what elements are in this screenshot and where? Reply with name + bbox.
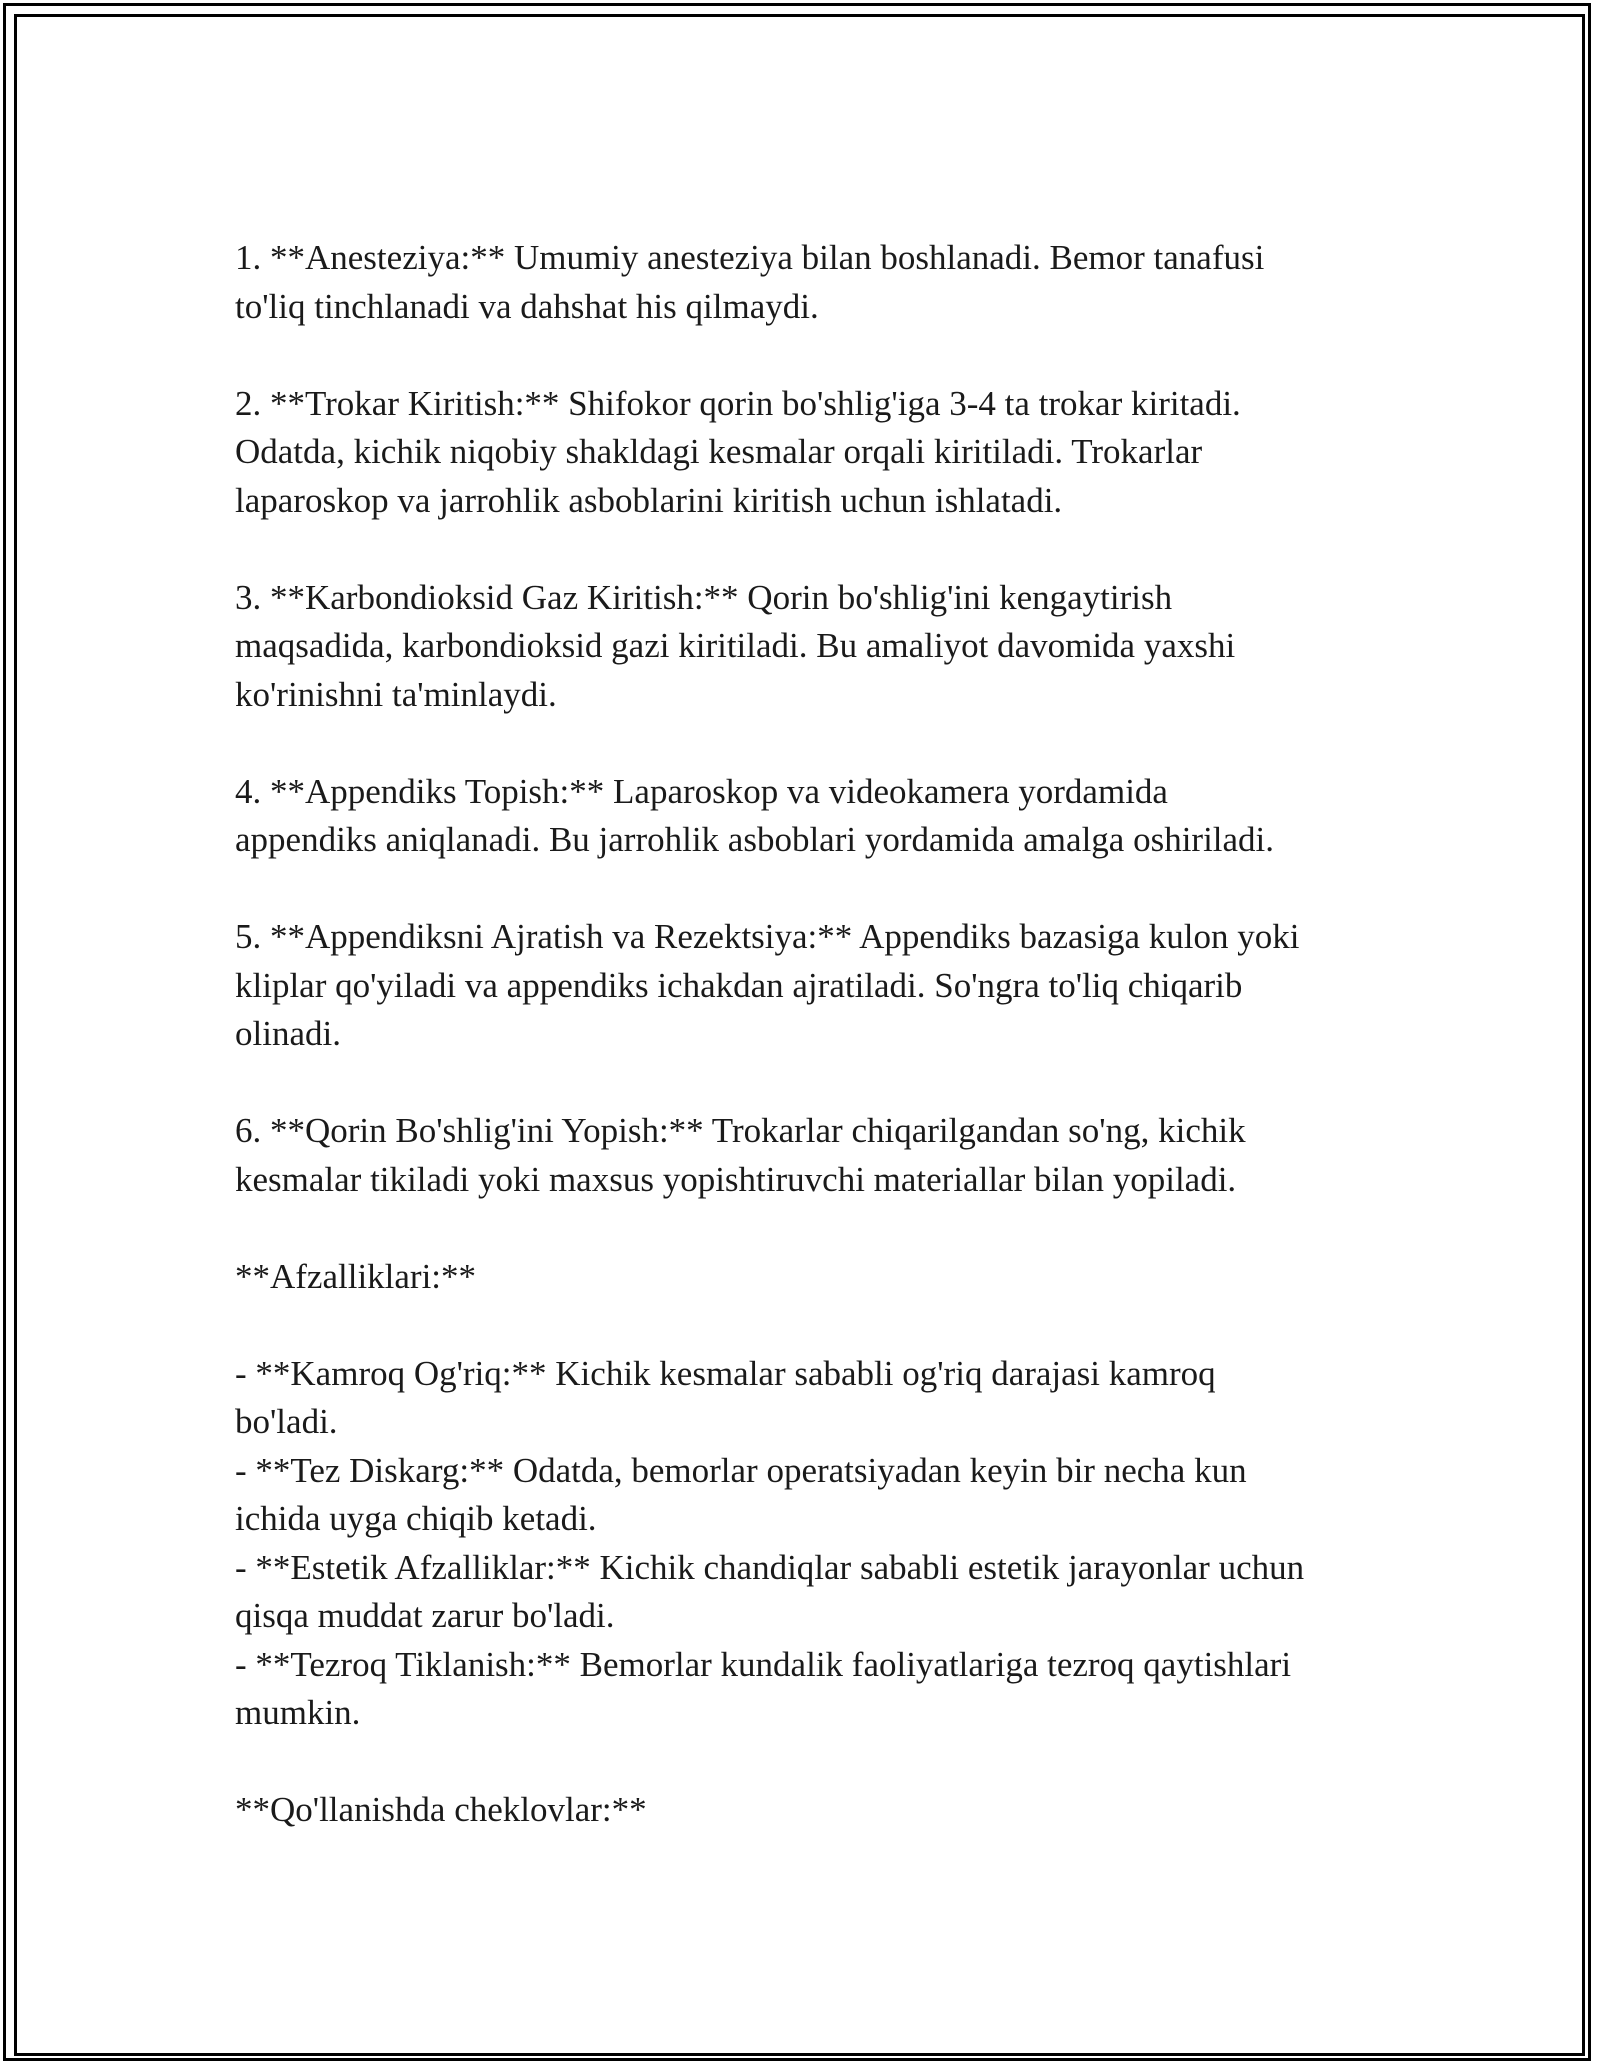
step-line: 5. **Appendiksni Ajratish va Rezektsiya:** Appendiks bazasiga kulon yoki: [235, 917, 1300, 956]
step-line: olinadi.: [235, 1014, 341, 1053]
advantage-line: - **Kamroq Og'riq:** Kichik kesmalar sababli og'riq darajasi kamroq: [235, 1353, 1216, 1393]
advantage-line: - **Estetik Afzalliklar:** Kichik chandiqlar sababli estetik jarayonlar uchun: [235, 1547, 1305, 1587]
step-line: appendiks aniqlanadi. Bu jarrohlik asboblari yordamida amalga oshiriladi.: [235, 820, 1275, 859]
advantage-line: - **Tez Diskarg:** Odatda, bemorlar operatsiyadan keyin bir necha kun: [235, 1450, 1247, 1490]
step-line: laparoskop va jarrohlik asboblarini kiritish uchun ishlatadi.: [235, 480, 1063, 520]
advantage-line: - **Tezroq Tiklanish:** Bemorlar kundalik faoliyatlariga tezroq qaytishlari: [235, 1644, 1292, 1684]
limitations-heading-block: [235, 1786, 1370, 1835]
advantages-heading-block: [235, 1253, 1370, 1302]
limitations-heading: **Qo'llanishda cheklovlar:**: [235, 1790, 647, 1829]
document-body: [235, 234, 1370, 1883]
step-line: 1. **Anesteziya:** Umumiy anesteziya bilan boshlanadi. Bemor tanafusi: [235, 238, 1265, 277]
step-line: Odatda, kichik niqobiy shakldagi kesmalar orqali kiritiladi. Trokarlar: [235, 432, 1203, 471]
advantage-line: bo'ladi.: [235, 1402, 338, 1441]
step-line: 4. **Appendiks Topish:** Laparoskop va videokamera yordamida: [235, 771, 1168, 811]
step-4: [235, 768, 1370, 865]
step-line: ko'rinishni ta'minlaydi.: [235, 674, 557, 714]
step-line: to'liq tinchlanadi va dahshat his qilmaydi.: [235, 286, 819, 326]
step-5: [235, 913, 1370, 1059]
advantage-line: ichida uyga chiqib ketadi.: [235, 1499, 597, 1538]
advantages-heading: **Afzalliklari:**: [235, 1256, 477, 1296]
advantages-list: [235, 1350, 1370, 1738]
advantage-line: qisqa muddat zarur bo'ladi.: [235, 1596, 615, 1635]
step-6: [235, 1107, 1370, 1204]
step-line: 3. **Karbondioksid Gaz Kiritish:** Qorin bo'shlig'ini kengaytirish: [235, 577, 1173, 617]
step-line: 6. **Qorin Bo'shlig'ini Yopish:** Trokarlar chiqarilgandan so'ng, kichik: [235, 1111, 1246, 1150]
step-line: maqsadida, karbondioksid gazi kiritiladi. Bu amaliyot davomida yaxshi: [235, 626, 1236, 665]
step-2: [235, 380, 1370, 526]
step-3: [235, 574, 1370, 720]
step-line: 2. **Trokar Kiritish:** Shifokor qorin bo'shlig'iga 3-4 ta trokar kiritadi.: [235, 383, 1241, 423]
step-1: [235, 234, 1370, 331]
step-line: kliplar qo'yiladi va appendiks ichakdan ajratiladi. So'ngra to'liq chiqarib: [235, 965, 1243, 1005]
advantage-line: mumkin.: [235, 1693, 361, 1732]
step-line: kesmalar tikiladi yoki maxsus yopishtiruvchi materiallar bilan yopiladi.: [235, 1159, 1237, 1199]
